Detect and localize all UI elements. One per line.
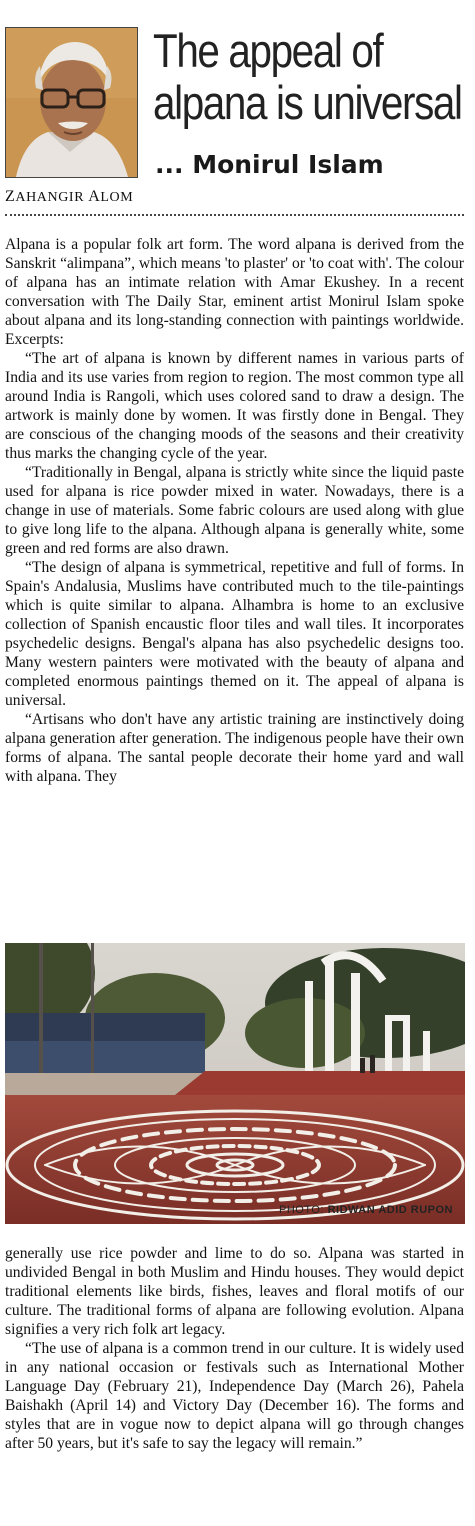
alpana-photo bbox=[5, 943, 465, 1224]
paragraph: Alpana is a popular folk art form. The word alpana is derived from the Sanskrit “alimpana”, which means 'to plaster' or 'to coat with'. The colour of alpana has an intimate relation with Amar Ekushey. In a recent conversation with The Daily Star, eminent artist Monirul Islam spoke about alpana and its long-standing connection with paintings worldwide. Excerpts: bbox=[5, 236, 464, 348]
photo-credit-label: PHOTO: bbox=[279, 1204, 324, 1216]
byline bbox=[5, 188, 133, 206]
paragraph: generally use rice powder and lime to do so. Alpana was started in undivided Bengal in both Muslim and Hindu houses. They would depict traditional elements like birds, fishes, leaves and floral motifs of our culture. The traditional forms of alpana are following evolution. Alpana signifies a very rich folk art legacy. bbox=[5, 1245, 464, 1338]
headline-line-2: alpana is universal bbox=[153, 76, 462, 129]
subhead: ... Monirul Islam bbox=[155, 150, 384, 179]
paragraph: “The art of alpana is known by different names in various parts of India and its use varies from region to region. The most common type all around India is Rangoli, which uses colored sand to draw a design. The artwork is mainly done by women. It was firstly done in Bengal. They are conscious of the changing moods of the seasons and their creativity thus marks the changing cycle of the year. bbox=[5, 350, 464, 462]
dotted-divider bbox=[5, 214, 464, 216]
byline-first-initial: Z bbox=[5, 188, 16, 205]
byline-last-initial: A bbox=[88, 188, 101, 205]
photo-credit-name: RIDWAN ADID RUPON bbox=[327, 1204, 453, 1216]
headline-line-1: The appeal of bbox=[153, 24, 383, 77]
paragraph: “Artisans who don't have any artistic training are instinctively doing alpana generation after generation. The indigenous people have their own forms of alpana. The santal people decorate their home yard and wall with alpana. They bbox=[5, 711, 464, 785]
author-portrait bbox=[5, 27, 138, 178]
article-body-top bbox=[5, 235, 464, 786]
photo-credit bbox=[279, 1204, 453, 1216]
article-body-bottom bbox=[5, 1244, 464, 1453]
paragraph: “The use of alpana is a common trend in our culture. It is widely used in any national occasion or festivals such as International Mother Language Day (February 21), Independence Day (March 26), Pahela Baishakh (April 14) and Victory Day (December 16). The forms and styles that are in vogue now to depict alpana will go through changes after 50 years, but it's safe to say the legacy will remain.” bbox=[5, 1340, 464, 1452]
paragraph: “The design of alpana is symmetrical, repetitive and full of forms. In Spain's Andalusia, Muslims have contributed much to the tile-paintings which is quite similar to alpana. Alhambra is home to an exclusive collection of Spanish encaustic floor tiles and wall tiles. It incorporates psychedelic designs. Bengal's alpana has also psychedelic designs too. Many western painters were motivated with the beauty of alpana and completed enormous paintings themed on it. The appeal of alpana is universal. bbox=[5, 559, 464, 709]
byline-last-rest: LOM bbox=[100, 190, 134, 205]
headline bbox=[153, 24, 462, 129]
paragraph: “Traditionally in Bengal, alpana is strictly white since the liquid paste used for alpana is rice powder mixed in water. Nowadays, there is a change in use of materials. Some fabric colours are used along with glue to give long life to the alpana. Although alpana is generally white, some green and red forms are also drawn. bbox=[5, 464, 464, 557]
byline-first-rest: AHANGIR bbox=[15, 190, 85, 205]
